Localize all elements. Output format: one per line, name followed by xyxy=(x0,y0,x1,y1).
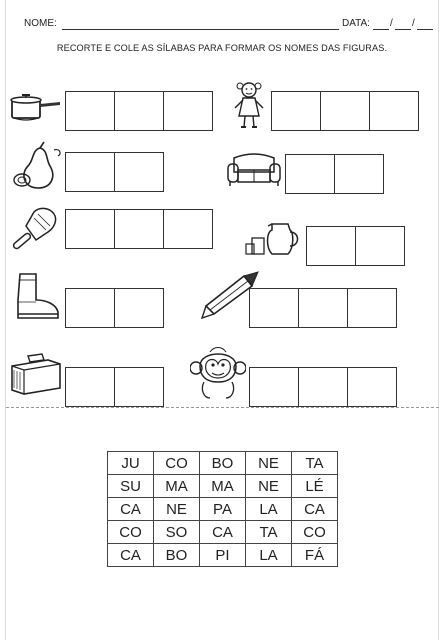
name-label: NOME: xyxy=(24,18,57,29)
syllable-cell[interactable]: BO xyxy=(200,452,246,475)
page-border-left xyxy=(5,0,6,640)
syllable-cell[interactable]: LA xyxy=(246,544,292,567)
answer-box[interactable] xyxy=(298,288,348,328)
answer-boxes xyxy=(65,288,163,328)
answer-box[interactable] xyxy=(271,91,321,131)
syllable-cell[interactable]: JU xyxy=(108,452,154,475)
syllable-cell[interactable]: NE xyxy=(246,475,292,498)
answer-box[interactable] xyxy=(65,367,115,407)
answer-box[interactable] xyxy=(114,288,164,328)
syllable-cell[interactable]: PA xyxy=(200,498,246,521)
syllable-row xyxy=(108,452,338,475)
syllable-row xyxy=(108,498,338,521)
answer-box[interactable] xyxy=(65,91,115,131)
answer-box[interactable] xyxy=(114,152,164,192)
answer-box[interactable] xyxy=(369,91,419,131)
answer-boxes xyxy=(249,367,395,407)
syllable-cell[interactable]: BO xyxy=(154,544,200,567)
answer-box[interactable] xyxy=(285,154,335,194)
date-day-field[interactable] xyxy=(373,29,389,30)
answer-boxes xyxy=(65,91,211,131)
syllable-cell[interactable]: FÁ xyxy=(292,544,338,567)
answer-boxes xyxy=(65,209,211,249)
answer-boxes xyxy=(271,91,417,131)
answer-box[interactable] xyxy=(114,91,164,131)
syllable-row xyxy=(108,521,338,544)
answer-box[interactable] xyxy=(249,288,299,328)
answer-boxes xyxy=(249,288,395,328)
date-month-field[interactable] xyxy=(395,29,411,30)
answer-boxes xyxy=(285,154,383,194)
syllable-cell[interactable]: SO xyxy=(154,521,200,544)
syllable-cell[interactable]: CO xyxy=(154,452,200,475)
syllable-cell[interactable]: CA xyxy=(108,544,154,567)
syllable-cell[interactable]: MA xyxy=(200,475,246,498)
answer-box[interactable] xyxy=(249,367,299,407)
syllable-grid xyxy=(107,451,338,567)
answer-box[interactable] xyxy=(298,367,348,407)
date-label: DATA: xyxy=(342,18,370,29)
answer-box[interactable] xyxy=(163,91,213,131)
syllable-cell[interactable]: NE xyxy=(246,452,292,475)
answer-box[interactable] xyxy=(347,288,397,328)
syllable-cell[interactable]: CA xyxy=(200,521,246,544)
syllable-cell[interactable]: TA xyxy=(246,521,292,544)
cut-line xyxy=(6,407,439,408)
syllable-cell[interactable]: LÉ xyxy=(292,475,338,498)
syllable-cell[interactable]: LA xyxy=(246,498,292,521)
answer-box[interactable] xyxy=(320,91,370,131)
answer-box[interactable] xyxy=(334,154,384,194)
answer-box[interactable] xyxy=(355,226,405,266)
answer-boxes xyxy=(65,152,163,192)
jug-icon xyxy=(244,218,302,258)
header-row xyxy=(24,18,422,34)
syllable-row xyxy=(108,475,338,498)
doll-icon xyxy=(232,80,266,132)
answer-box[interactable] xyxy=(306,226,356,266)
popsicle-icon xyxy=(10,204,62,254)
syllable-cell[interactable]: NE xyxy=(154,498,200,521)
answer-box[interactable] xyxy=(65,209,115,249)
syllable-cell[interactable]: CO xyxy=(292,521,338,544)
pear-icon xyxy=(10,140,64,192)
date-year-field[interactable] xyxy=(417,29,433,30)
syllable-cell[interactable]: SU xyxy=(108,475,154,498)
syllable-cell[interactable]: MA xyxy=(154,475,200,498)
answer-box[interactable] xyxy=(347,367,397,407)
answer-boxes xyxy=(306,226,404,266)
boot-icon xyxy=(12,270,62,322)
pan-icon xyxy=(8,90,63,124)
syllable-cell[interactable]: PI xyxy=(200,544,246,567)
name-field[interactable] xyxy=(62,29,339,30)
answer-box[interactable] xyxy=(163,209,213,249)
answer-box[interactable] xyxy=(65,288,115,328)
date-separator: / xyxy=(412,18,415,29)
instructions: RECORTE E COLE AS SÍLABAS PARA FORMAR OS NOMES DAS FIGURAS. xyxy=(56,43,388,53)
syllable-cell[interactable]: TA xyxy=(292,452,338,475)
syllable-row xyxy=(108,544,338,567)
syllable-cell[interactable]: CO xyxy=(108,521,154,544)
answer-box[interactable] xyxy=(65,152,115,192)
sofa-icon xyxy=(226,148,282,188)
page-border-right xyxy=(438,0,439,640)
syllable-cell[interactable]: CA xyxy=(108,498,154,521)
answer-boxes xyxy=(65,367,163,407)
answer-box[interactable] xyxy=(114,209,164,249)
monkey-icon xyxy=(190,342,246,400)
suitcase-icon xyxy=(8,348,64,396)
date-separator: / xyxy=(390,18,393,29)
answer-box[interactable] xyxy=(114,367,164,407)
syllable-cell[interactable]: CA xyxy=(292,498,338,521)
